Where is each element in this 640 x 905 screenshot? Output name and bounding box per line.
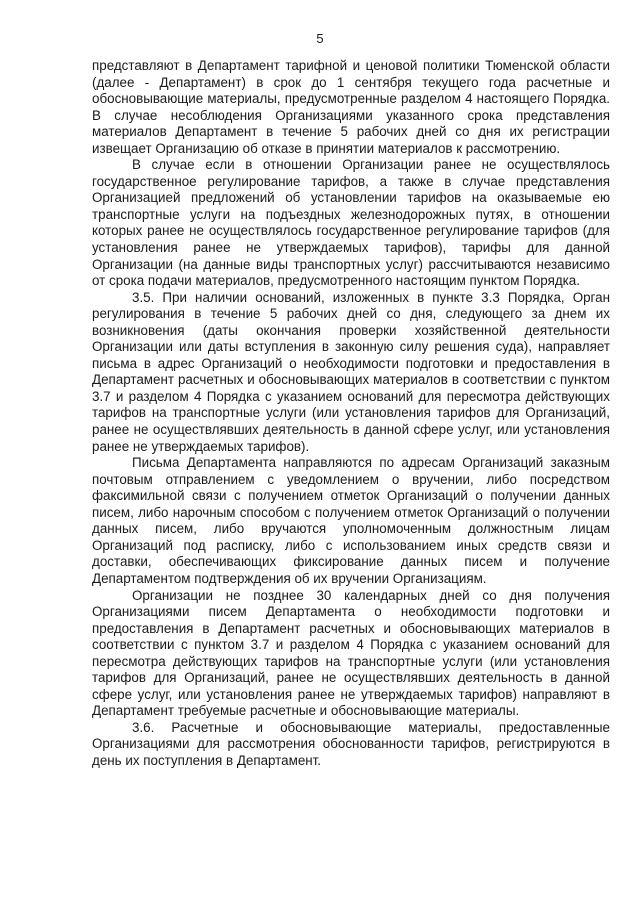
document-body [92,58,610,770]
paragraph-3-6: 3.6. Расчетные и обосновывающие материалы, предоставленные Организациями для рассмотрения обоснованности тарифов, регистрируются в день их поступления в Департамент. [92,719,610,768]
paragraph-3-5: 3.5. При наличии оснований, изложенных в пункте 3.3 Порядка, Орган регулирования в течение 5 рабочих дней со дня, следующего за днем их возникновения (даты окончания проверки хозяйственной деятельности Организации или даты вступления в законную силу решения суда), направляет письма в адрес Организаций о необходимости подготовки и предоставления в Департамент расчетных и обосновывающих материалов в соответствии с пунктом 3.7 и разделом 4 Порядка с указанием оснований для пересмотра действующих тарифов на транспортные услуги (или установления тарифов для Организаций, ранее не осуществлявших деятельность в данной сфере услуг, или установления ранее не утверждаемых тарифов). [92,289,610,454]
paragraph: Письма Департамента направляются по адресам Организаций заказным почтовым отправлением с уведомлением о вручении, либо посредством факсимильной связи с получением отметок Организаций о получении данных писем, либо нарочным способом с получением отметок Организаций о получении данных писем, либо вручаются уполномоченным должностным лицам Организаций под расписку, либо с использованием иных средств связи и доставки, обеспечивающих фиксирование данных писем и получение Департаментом подтверждения об их вручении Организациям. [92,455,610,586]
paragraph: Организации не позднее 30 календарных дней со дня получения Организациями писем Департамента о необходимости подготовки и предоставления в Департамент расчетных и обосновывающих материалов в соответствии с пунктом 3.7 и разделом 4 Порядка с указанием оснований для пересмотра действующих тарифов на транспортные услуги (или установления тарифов для Организаций, ранее не осуществлявших деятельность в данной сфере услуг, или установления ранее не утверждаемых тарифов) направляют в Департамент требуемые расчетные и обосновывающие материалы. [92,587,610,719]
paragraph-continued: представляют в Департамент тарифной и ценовой политики Тюменской области (далее - Департамент) в срок до 1 сентября текущего года расчетные и обосновывающие материалы, предусмотренные разделом 4 настоящего Порядка. В случае несоблюдения Организациями указанного срока представления материалов Департамент в течение 5 рабочих дней со дня их регистрации извещает Организацию об отказе в принятии материалов к рассмотрению. [92,58,610,156]
paragraph: В случае если в отношении Организации ранее не осуществлялось государственное регулирование тарифов, а также в случае представления Организацией предложений об установлении тарифов на оказываемые ею транспортные услуги на подъездных железнодорожных путях, в отношении которых ранее не осуществлялось государственное регулирование тарифов (для установления ранее не утверждаемых тарифов), тарифы для данной Организации (на данные виды транспортных услуг) рассчитываются независимо от срока подачи материалов, предусмотренного настоящим пунктом Порядка. [92,157,610,289]
page-number: 5 [316,31,324,46]
